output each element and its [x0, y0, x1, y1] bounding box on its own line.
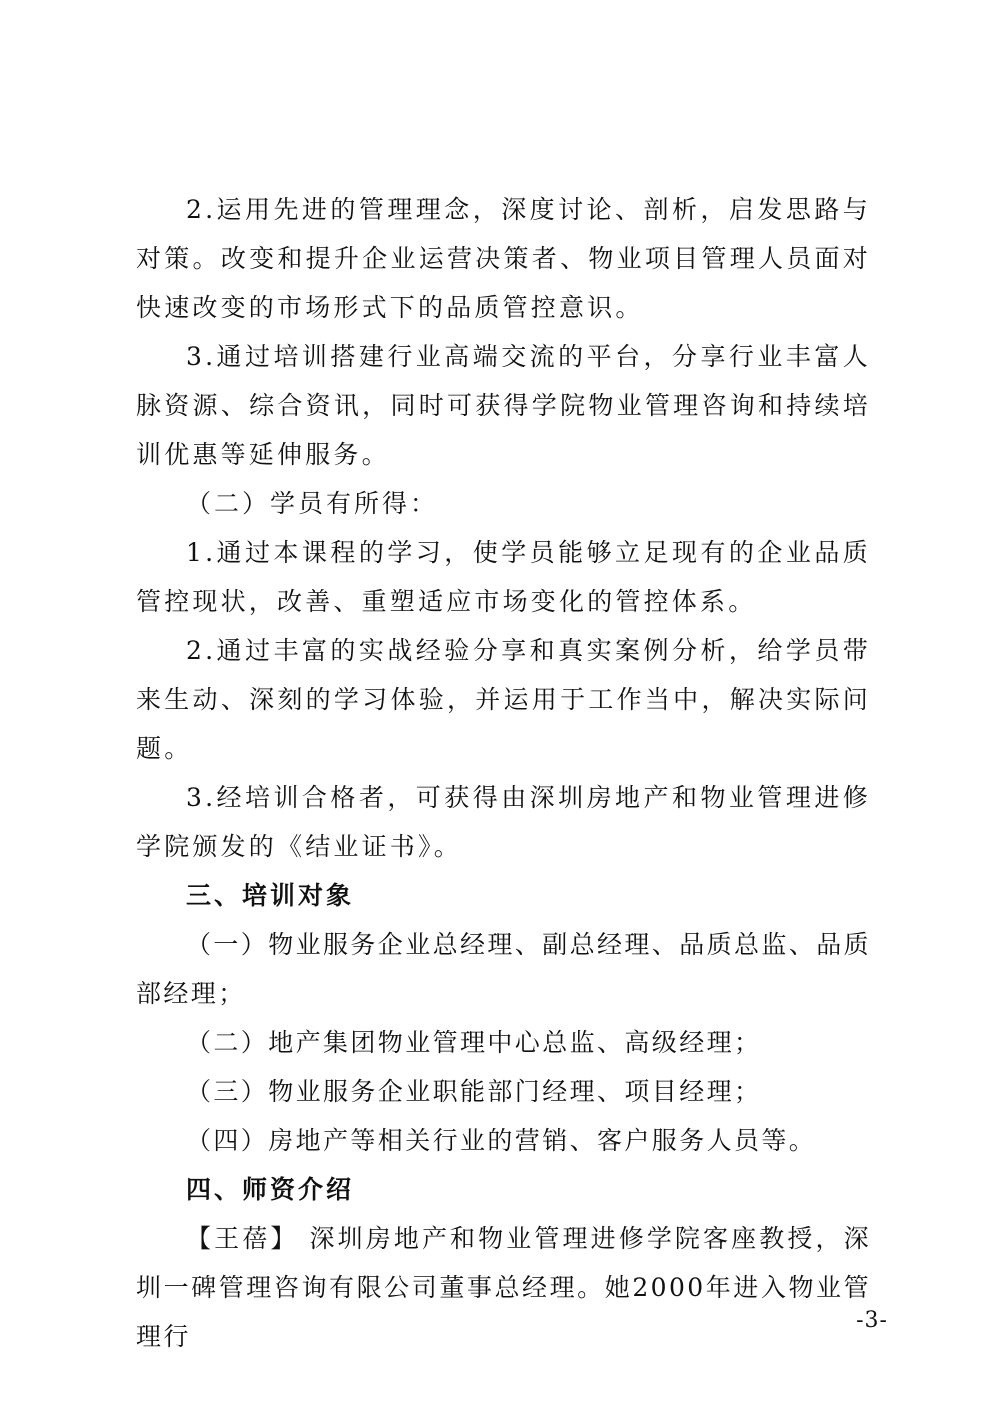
subheading-trainee-gains: （二）学员有所得： [186, 489, 439, 518]
document-body [136, 185, 871, 1361]
target-item-1: （一）物业服务企业总经理、副总经理、品质总监、品质部经理； [136, 930, 872, 1008]
target-item-4: （四）房地产等相关行业的营销、客户服务人员等。 [186, 1126, 817, 1155]
paragraph-faculty-intro: 【王蓓】 深圳房地产和物业管理进修学院客座教授，深圳一碑管理咨询有限公司董事总经理。她2000年进入物业管理行 [136, 1224, 871, 1351]
paragraph-objective-2: 2.运用先进的管理理念，深度讨论、剖析，启发思路与对策。改变和提升企业运营决策者、物业项目管理人员面对快速改变的市场形式下的品质管控意识。 [136, 195, 871, 322]
paragraph-gain-1: 1.通过本课程的学习，使学员能够立足现有的企业品质管控现状，改善、重塑适应市场变化的管控体系。 [136, 538, 871, 616]
paragraph-gain-3: 3.经培训合格者，可获得由深圳房地产和物业管理进修学院颁发的《结业证书》。 [136, 783, 871, 861]
section-heading-faculty: 四、师资介绍 [186, 1175, 355, 1204]
paragraph-gain-2: 2.通过丰富的实战经验分享和真实案例分析，给学员带来生动、深刻的学习体验，并运用于工作当中，解决实际问题。 [136, 636, 871, 763]
target-item-3: （三）物业服务企业职能部门经理、项目经理； [186, 1077, 762, 1106]
page-number: -3- [856, 1308, 888, 1333]
section-heading-training-targets: 三、培训对象 [186, 881, 355, 910]
target-item-2: （二）地产集团物业管理中心总监、高级经理； [186, 1028, 762, 1057]
paragraph-objective-3: 3.通过培训搭建行业高端交流的平台，分享行业丰富人脉资源、综合资讯，同时可获得学院物业管理咨询和持续培训优惠等延伸服务。 [136, 342, 871, 469]
